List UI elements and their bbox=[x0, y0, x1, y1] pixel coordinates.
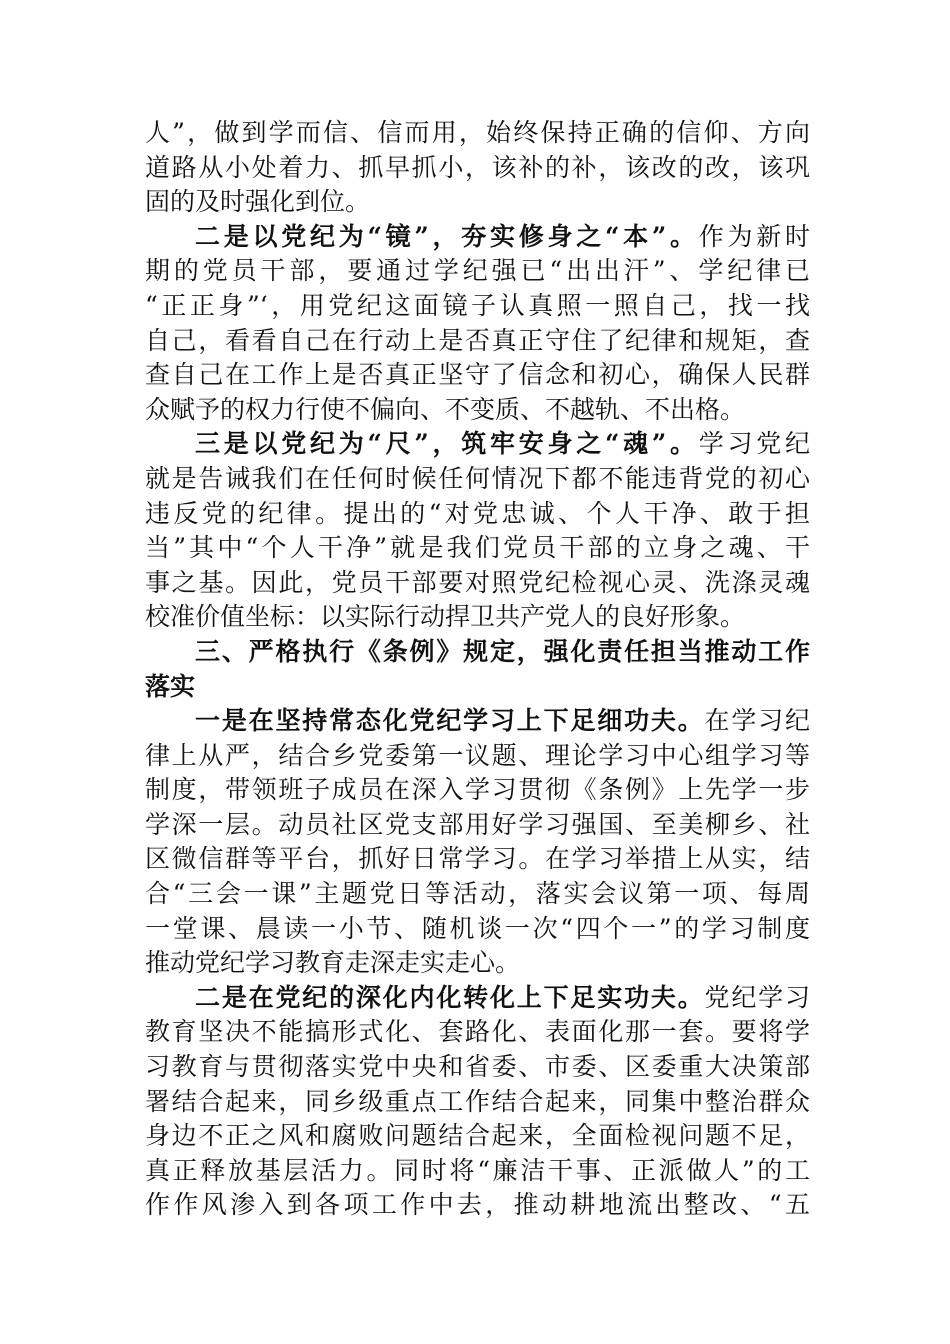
section-heading bbox=[145, 635, 810, 704]
text-line: 合“三会一课”主题党日等活动，落实会议第一项、每周 bbox=[145, 879, 810, 909]
text-line: 自己，看看自己在行动上是否真正守住了纪律和规矩，查 bbox=[145, 325, 810, 355]
document-page bbox=[145, 116, 810, 1223]
text-line: 就是告诫我们在任何时候任何情况下都不能违背党的初心 bbox=[145, 463, 810, 493]
text-line: 查自己在工作上是否真正坚守了信念和初心，确保人民群 bbox=[145, 360, 810, 390]
heading-line: 落实 bbox=[145, 671, 196, 701]
text-line: 真正释放基层活力。同时将“廉洁干事、正派做人”的工 bbox=[145, 1155, 810, 1185]
text-line: 二是在党纪的深化内化转化上下足实功夫。党纪学习 bbox=[195, 982, 810, 1012]
text-line: 违反党的纪律。提出的“对党忠诚、个人干净、敢于担 bbox=[145, 498, 810, 528]
paragraph-internalize bbox=[145, 981, 810, 1223]
text-line: 习教育与贯彻落实党中央和省委、市委、区委重大决策部 bbox=[145, 1052, 810, 1082]
text-line: 一堂课、晨读一小节、随机谈一次“四个一”的学习制度 bbox=[145, 913, 810, 943]
text-line: 教育坚决不能搞形式化、套路化、表面化那一套。要将学 bbox=[145, 1017, 810, 1047]
text-line: 署结合起来，同乡级重点工作结合起来，同集中整治群众 bbox=[145, 1086, 810, 1116]
text-line: 作作风渗入到各项工作中去，推动耕地流出整改、“五 bbox=[145, 1190, 810, 1220]
text-line: 道路从小处着力、抓早抓小，该补的补，该改的改，该巩 bbox=[145, 152, 810, 182]
text-line: 校准价值坐标：以实际行动捍卫共产党人的良好形象。 bbox=[145, 602, 746, 632]
text-line: 二是以党纪为“镜”，夯实修身之“本”。作为新时 bbox=[195, 221, 810, 251]
lead-sentence: 三是以党纪为“尺”，筑牢安身之“魂”。 bbox=[195, 429, 699, 459]
text-line: 一是在坚持常态化党纪学习上下足细功夫。在学习纪 bbox=[195, 706, 810, 736]
text-line: 当”其中“个人干净”就是我们党员干部的立身之魂、干 bbox=[145, 533, 810, 563]
text-line: 事之基。因此，党员干部要对照党纪检视心灵、洗涤灵魂 bbox=[145, 567, 810, 597]
lead-sentence: 一是在坚持常态化党纪学习上下足细功夫。 bbox=[195, 706, 705, 736]
paragraph-regular-study bbox=[145, 704, 810, 981]
text-line: 众赋予的权力行使不偏向、不变质、不越轨、不出格。 bbox=[145, 394, 746, 424]
text-line: 三是以党纪为“尺”，筑牢安身之“魂”。学习党纪 bbox=[195, 429, 810, 459]
text-line: 推动党纪学习教育走深走实走心。 bbox=[145, 948, 521, 978]
text-line: 固的及时强化到位。 bbox=[145, 187, 371, 217]
text-line: 制度，带领班子成员在深入学习贯彻《条例》上先学一步 bbox=[145, 775, 810, 805]
paragraph-mirror bbox=[145, 220, 810, 428]
text-line: 区微信群等平台，抓好日常学习。在学习举措上从实，结 bbox=[145, 844, 810, 874]
lead-sentence: 二是在党纪的深化内化转化上下足实功夫。 bbox=[195, 982, 705, 1012]
heading-line: 三、严格执行《条例》规定，强化责任担当推动工作 bbox=[195, 636, 810, 666]
text-line: 人”，做到学而信、信而用，始终保持正确的信仰、方向 bbox=[145, 118, 810, 147]
lead-sentence: 二是以党纪为“镜”，夯实修身之“本”。 bbox=[195, 221, 699, 251]
text-line: 律上从严，结合乡党委第一议题、理论学习中心组学习等 bbox=[145, 740, 810, 770]
text-line: 学深一层。动员社区党支部用好学习强国、至美柳乡、社 bbox=[145, 809, 810, 839]
paragraph-continuation bbox=[145, 116, 810, 220]
text-line: 期的党员干部，要通过学纪强已“出出汗”、学纪律已 bbox=[145, 256, 810, 286]
text-line: 身边不正之风和腐败问题结合起来，全面检视问题不足， bbox=[145, 1121, 810, 1151]
paragraph-ruler bbox=[145, 427, 810, 635]
text-line: “正正身”‘，用党纪这面镜子认真照一照自己，找一找 bbox=[145, 290, 810, 320]
